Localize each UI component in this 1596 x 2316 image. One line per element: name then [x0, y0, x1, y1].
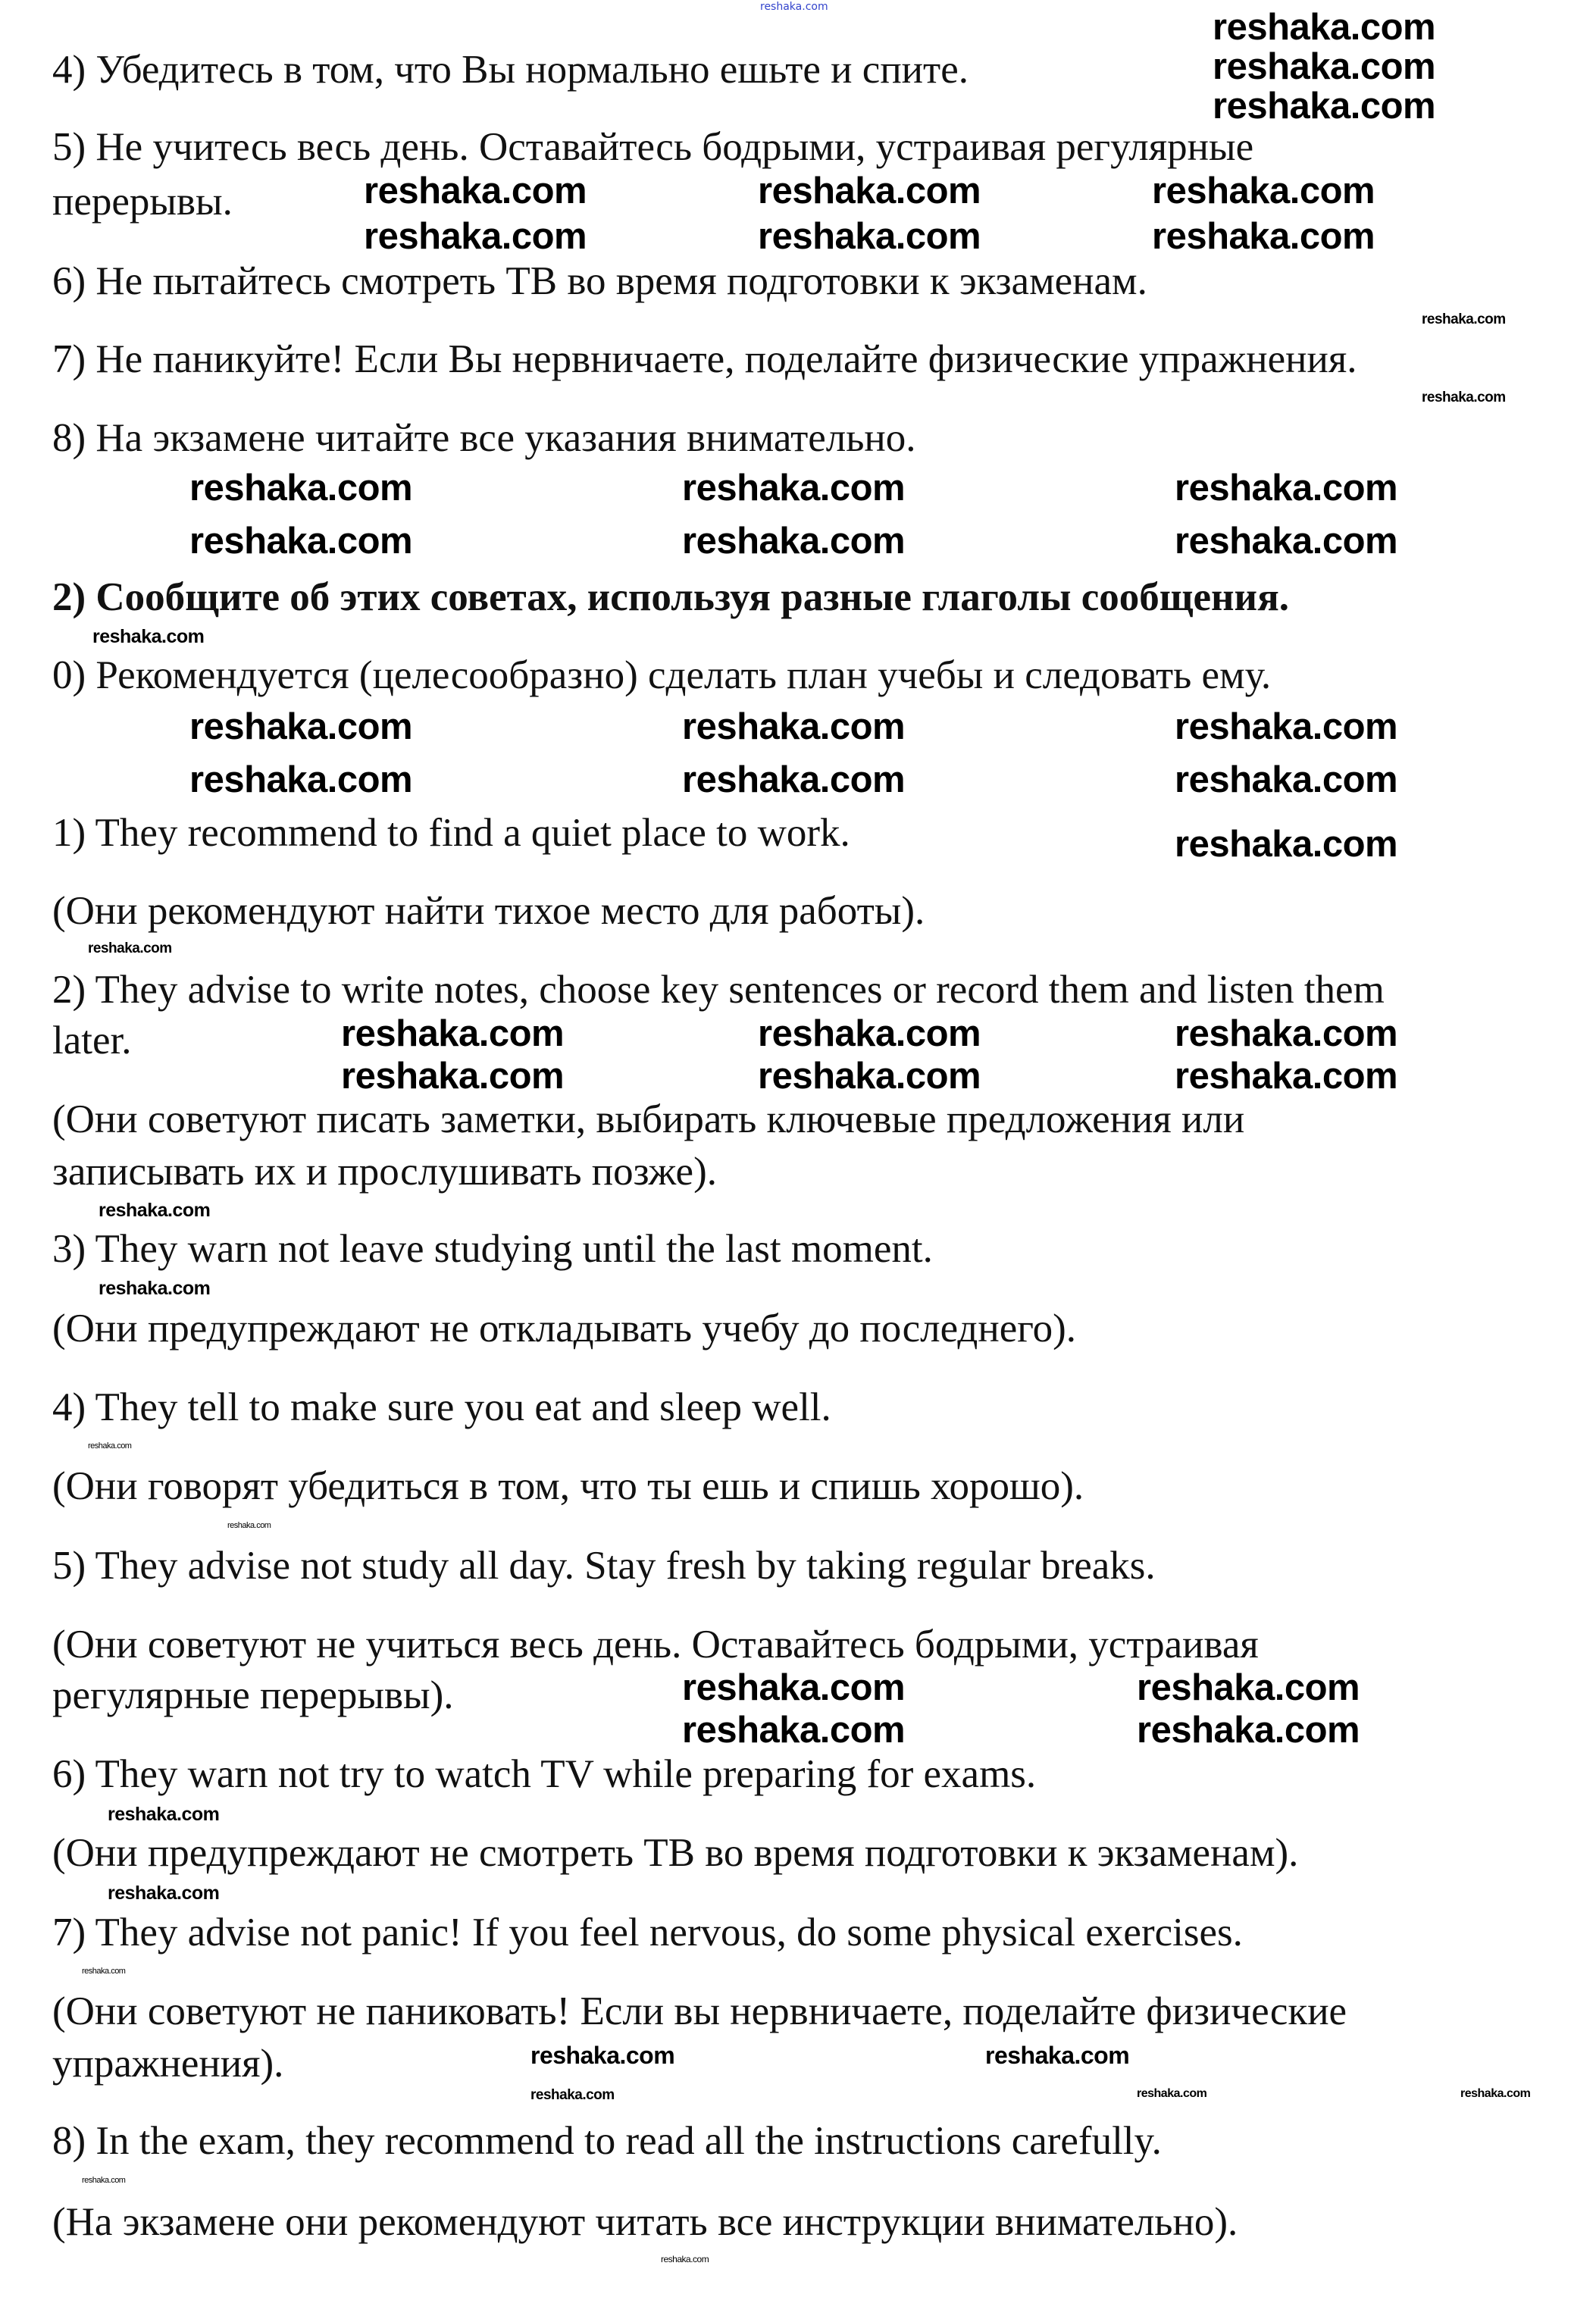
watermark: reshaka.com	[364, 216, 587, 257]
watermark: reshaka.com	[189, 759, 413, 800]
watermark: reshaka.com	[1422, 390, 1506, 405]
answer-line: (На экзамене они рекомендуют читать все инструкции внимательно).	[52, 2200, 1238, 2244]
answer-line: регулярные перерывы).	[52, 1673, 454, 1717]
watermark: reshaka.com	[758, 1013, 981, 1054]
tip-line: 7) Не паникуйте! Если Вы нервничаете, поделайте физические упражнения.	[52, 337, 1357, 381]
answer-line: (Они предупреждают не смотреть ТВ во время подготовки к экзаменам).	[52, 1831, 1299, 1875]
watermark: reshaka.com	[530, 2042, 675, 2069]
watermark: reshaka.com	[341, 1013, 565, 1054]
tip-line: 4) Убедитесь в том, что Вы нормально ешьте и спите.	[52, 48, 969, 92]
watermark: reshaka.com	[682, 1667, 906, 1708]
watermark: reshaka.com	[82, 1967, 126, 1976]
watermark: reshaka.com	[189, 468, 413, 509]
watermark: reshaka.com	[530, 2087, 615, 2103]
watermark: reshaka.com	[108, 1883, 220, 1904]
watermark: reshaka.com	[1137, 1667, 1360, 1708]
watermark: reshaka.com	[189, 521, 413, 562]
answer-line: 4) They tell to make sure you eat and sleep well.	[52, 1385, 831, 1429]
tip-line: 5) Не учитесь весь день. Оставайтесь бодрыми, устраивая регулярные	[52, 125, 1254, 169]
watermark: reshaka.com	[1175, 1056, 1398, 1097]
watermark: reshaka.com	[1422, 311, 1506, 327]
answer-line: 0) Рекомендуется (целесообразно) сделать план учебы и следовать ему.	[52, 653, 1272, 697]
watermark: reshaka.com	[1213, 46, 1436, 87]
answer-line: (Они рекомендуют найти тихое место для работы).	[52, 889, 925, 933]
watermark: reshaka.com	[682, 468, 906, 509]
watermark: reshaka.com	[92, 626, 205, 647]
watermark: reshaka.com	[758, 1056, 981, 1097]
answer-line: 6) They warn not try to watch TV while preparing for exams.	[52, 1752, 1037, 1796]
watermark: reshaka.com	[88, 940, 172, 956]
answer-line: later.	[52, 1019, 132, 1063]
watermark: reshaka.com	[661, 2254, 709, 2264]
watermark: reshaka.com	[1137, 1710, 1360, 1751]
answer-line: (Они говорят убедиться в том, что ты ешь и спишь хорошо).	[52, 1464, 1084, 1508]
answer-line: 8) In the exam, they recommend to read all the instructions carefully.	[52, 2119, 1162, 2163]
watermark: reshaka.com	[1175, 824, 1398, 865]
watermark: reshaka.com	[364, 171, 587, 211]
watermark: reshaka.com	[1175, 1013, 1398, 1054]
answer-line: 2) They advise to write notes, choose key sentences or record them and listen them	[52, 968, 1385, 1012]
tip-line: перерывы.	[52, 180, 233, 224]
watermark: reshaka.com	[189, 706, 413, 747]
answer-line: (Они предупреждают не откладывать учебу до последнего).	[52, 1307, 1077, 1350]
watermark: reshaka.com	[682, 521, 906, 562]
answer-line: упражнения).	[52, 2042, 284, 2086]
watermark: reshaka.com	[1175, 468, 1398, 509]
answer-line: записывать их и прослушивать позже).	[52, 1150, 717, 1194]
tip-line: 6) Не пытайтесь смотреть ТВ во время подготовки к экзаменам.	[52, 259, 1147, 303]
answer-line: (Они советуют не учиться весь день. Оставайтесь бодрыми, устраивая	[52, 1623, 1259, 1667]
watermark: reshaka.com	[1175, 706, 1398, 747]
header-watermark[interactable]: reshaka.com	[760, 1, 828, 13]
answer-line: 5) They advise not study all day. Stay fresh by taking regular breaks.	[52, 1544, 1156, 1588]
tip-line: 8) На экзамене читайте все указания внимательно.	[52, 416, 916, 460]
watermark: reshaka.com	[985, 2042, 1130, 2069]
watermark: reshaka.com	[1175, 759, 1398, 800]
answer-line: (Они советуют писать заметки, выбирать ключевые предложения или	[52, 1097, 1245, 1141]
watermark: reshaka.com	[1175, 521, 1398, 562]
watermark: reshaka.com	[1213, 7, 1436, 48]
answer-line: 7) They advise not panic! If you feel nervous, do some physical exercises.	[52, 1911, 1243, 1955]
watermark: reshaka.com	[1460, 2087, 1531, 2100]
watermark: reshaka.com	[99, 1278, 211, 1299]
watermark: reshaka.com	[682, 759, 906, 800]
watermark: reshaka.com	[758, 216, 981, 257]
watermark: reshaka.com	[1152, 216, 1375, 257]
task-heading: 2) Сообщите об этих советах, используя разные глаголы сообщения.	[52, 575, 1290, 619]
answer-line: (Они советуют не паниковать! Если вы нервничаете, поделайте физические	[52, 1989, 1347, 2033]
watermark: reshaka.com	[682, 1710, 906, 1751]
answer-line: 3) They warn not leave studying until the last moment.	[52, 1227, 933, 1271]
watermark: reshaka.com	[227, 1521, 271, 1530]
watermark: reshaka.com	[758, 171, 981, 211]
watermark: reshaka.com	[682, 706, 906, 747]
watermark: reshaka.com	[1213, 86, 1436, 127]
watermark: reshaka.com	[1137, 2087, 1207, 2100]
watermark: reshaka.com	[1152, 171, 1375, 211]
watermark: reshaka.com	[99, 1200, 211, 1221]
watermark: reshaka.com	[108, 1804, 220, 1825]
answer-line: 1) They recommend to find a quiet place to work.	[52, 811, 850, 855]
watermark: reshaka.com	[341, 1056, 565, 1097]
watermark: reshaka.com	[82, 2176, 126, 2185]
watermark: reshaka.com	[88, 1441, 132, 1451]
